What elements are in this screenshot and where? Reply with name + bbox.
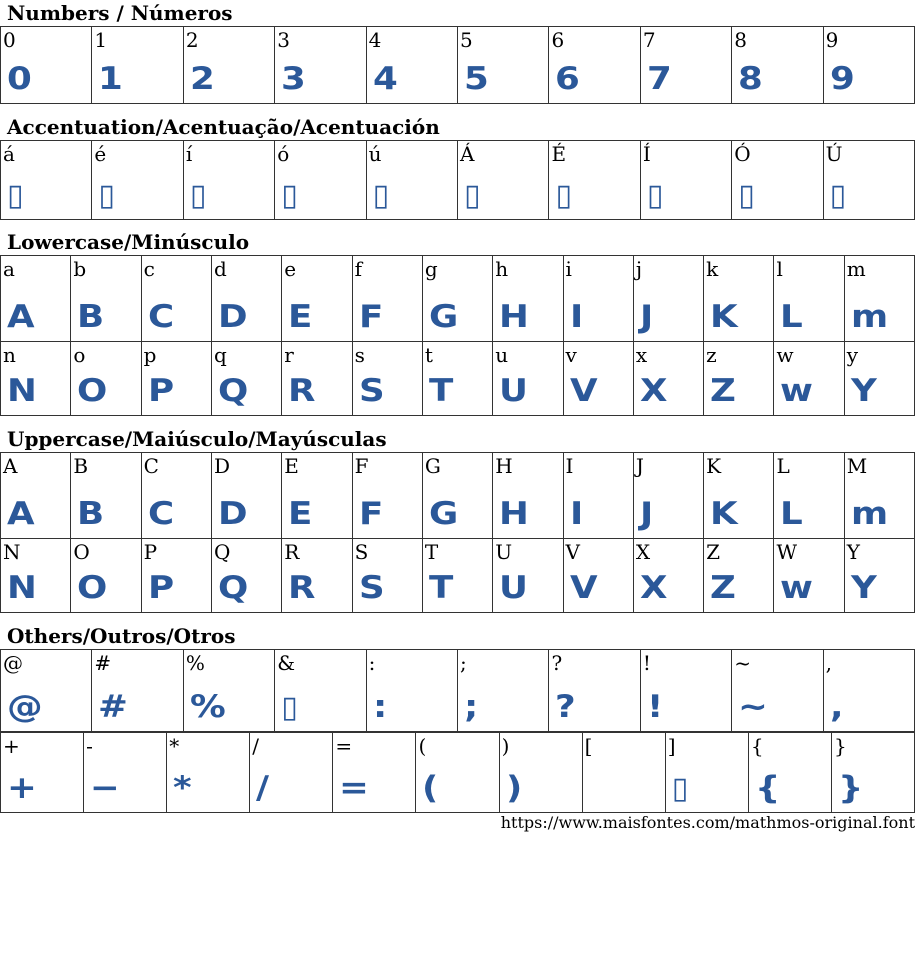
glyph-label: é bbox=[94, 142, 107, 166]
glyph-label: A bbox=[3, 454, 18, 478]
missing-glyph-box: ▯ bbox=[464, 178, 480, 213]
section-title-lowercase: Lowercase/Minúsculo bbox=[7, 230, 250, 254]
glyph-label: 1 bbox=[94, 28, 108, 52]
glyph-cell bbox=[211, 538, 282, 613]
glyph-sample: Q bbox=[217, 570, 248, 606]
glyph-cell bbox=[70, 341, 141, 416]
glyph-cell bbox=[823, 26, 915, 104]
glyph-cell bbox=[499, 732, 583, 813]
glyph-label: ( bbox=[418, 734, 427, 758]
glyph-sample: S bbox=[358, 373, 384, 409]
glyph-sample: J bbox=[639, 496, 652, 532]
glyph-sample: T bbox=[428, 373, 453, 409]
glyph-cell bbox=[366, 140, 458, 220]
glyph-cell bbox=[91, 26, 183, 104]
glyph-cell bbox=[844, 538, 915, 613]
glyph-cell bbox=[211, 341, 282, 416]
glyph-cell bbox=[166, 732, 250, 813]
glyph-cell bbox=[457, 140, 549, 220]
glyph-cell bbox=[70, 538, 141, 613]
glyph-cell bbox=[703, 341, 774, 416]
glyph-cell bbox=[633, 452, 704, 539]
glyph-cell bbox=[731, 140, 823, 220]
glyph-sample: D bbox=[217, 496, 247, 532]
glyph-label: S bbox=[354, 540, 369, 564]
glyph-sample: @ bbox=[7, 689, 42, 725]
glyph-label: i bbox=[565, 257, 572, 281]
glyph-label: @ bbox=[3, 651, 23, 675]
glyph-cell bbox=[703, 255, 774, 342]
glyph-cell bbox=[582, 732, 666, 813]
glyph-sample: S bbox=[358, 570, 384, 606]
glyph-cell bbox=[83, 732, 167, 813]
glyph-label: I bbox=[565, 454, 574, 478]
glyph-row-lowercase-1 bbox=[0, 255, 915, 342]
glyph-label: C bbox=[143, 454, 159, 478]
glyph-cell bbox=[211, 255, 282, 342]
glyph-label: h bbox=[495, 257, 509, 281]
glyph-sample: R bbox=[288, 570, 315, 606]
glyph-label: M bbox=[846, 454, 868, 478]
missing-glyph-box: ▯ bbox=[671, 771, 688, 806]
glyph-label: w bbox=[776, 343, 794, 367]
glyph-label: r bbox=[284, 343, 294, 367]
glyph-label: ? bbox=[551, 651, 563, 675]
glyph-sample: E bbox=[288, 496, 312, 532]
glyph-sample: 8 bbox=[738, 61, 762, 97]
glyph-label: R bbox=[284, 540, 300, 564]
glyph-cell bbox=[0, 26, 92, 104]
glyph-sample: U bbox=[499, 373, 528, 409]
missing-glyph-box: ▯ bbox=[829, 178, 846, 213]
missing-glyph-box: ▯ bbox=[189, 178, 206, 213]
glyph-label: V bbox=[565, 540, 580, 564]
glyph-label: X bbox=[635, 540, 651, 564]
glyph-cell bbox=[366, 649, 458, 732]
glyph-cell bbox=[249, 732, 333, 813]
glyph-sample: / bbox=[256, 770, 269, 806]
glyph-label: ! bbox=[642, 651, 651, 675]
glyph-sample: 2 bbox=[189, 61, 214, 97]
glyph-sample: O bbox=[77, 570, 107, 606]
glyph-label: = bbox=[335, 734, 353, 758]
glyph-label: ú bbox=[368, 142, 382, 166]
glyph-sample: R bbox=[288, 373, 315, 409]
glyph-sample: L bbox=[780, 496, 803, 532]
glyph-label: * bbox=[169, 734, 180, 758]
glyph-sample: F bbox=[358, 496, 382, 532]
glyph-label: É bbox=[551, 142, 567, 166]
glyph-cell bbox=[748, 732, 832, 813]
section-title-uppercase: Uppercase/Maiúsculo/Mayúsculas bbox=[7, 427, 387, 451]
glyph-cell bbox=[281, 538, 352, 613]
glyph-cell bbox=[492, 538, 563, 613]
glyph-cell bbox=[563, 341, 634, 416]
glyph-sample: ! bbox=[646, 689, 662, 725]
glyph-label: 3 bbox=[277, 28, 290, 52]
glyph-sample: w bbox=[780, 570, 813, 606]
glyph-sample: X bbox=[639, 570, 667, 606]
glyph-cell bbox=[640, 26, 732, 104]
glyph-label: K bbox=[706, 454, 722, 478]
glyph-sample: J bbox=[639, 299, 652, 335]
glyph-label: y bbox=[846, 343, 859, 367]
glyph-label: v bbox=[565, 343, 577, 367]
missing-glyph-box: ▯ bbox=[281, 690, 297, 725]
glyph-cell bbox=[457, 649, 549, 732]
glyph-sample: 6 bbox=[555, 61, 580, 97]
glyph-label: f bbox=[354, 257, 362, 281]
glyph-label: B bbox=[73, 454, 89, 478]
glyph-sample: # bbox=[98, 689, 128, 725]
glyph-cell bbox=[183, 649, 275, 732]
glyph-cell bbox=[844, 341, 915, 416]
glyph-label: d bbox=[213, 257, 227, 281]
glyph-cell bbox=[352, 255, 423, 342]
glyph-cell bbox=[844, 255, 915, 342]
glyph-label: l bbox=[776, 257, 783, 281]
glyph-cell bbox=[773, 452, 844, 539]
glyph-cell bbox=[773, 538, 844, 613]
glyph-label: á bbox=[3, 142, 15, 166]
glyph-cell bbox=[352, 538, 423, 613]
glyph-sample: % bbox=[189, 689, 225, 725]
glyph-sample: } bbox=[837, 770, 863, 806]
glyph-label: x bbox=[635, 343, 648, 367]
glyph-cell bbox=[141, 255, 212, 342]
glyph-sample: Y bbox=[850, 373, 876, 409]
glyph-sample: , bbox=[829, 689, 843, 725]
glyph-cell bbox=[70, 452, 141, 539]
glyph-label: % bbox=[185, 651, 205, 675]
glyph-label: W bbox=[776, 540, 797, 564]
glyph-label: D bbox=[213, 454, 230, 478]
glyph-label: E bbox=[284, 454, 299, 478]
glyph-label: c bbox=[143, 257, 155, 281]
glyph-label: 6 bbox=[551, 28, 565, 52]
glyph-label: U bbox=[495, 540, 513, 564]
glyph-sample: Q bbox=[217, 373, 248, 409]
glyph-sample: C bbox=[147, 299, 173, 335]
glyph-cell bbox=[422, 255, 493, 342]
glyph-cell bbox=[665, 732, 749, 813]
glyph-label: 0 bbox=[3, 28, 16, 52]
glyph-cell bbox=[0, 255, 71, 342]
glyph-cell bbox=[281, 341, 352, 416]
glyph-label: p bbox=[143, 343, 157, 367]
section-title-accentuation: Accentuation/Acentuação/Acentuación bbox=[7, 115, 440, 139]
glyph-label: ) bbox=[501, 734, 510, 758]
glyph-label: F bbox=[354, 454, 369, 478]
glyph-sample: ( bbox=[422, 770, 438, 806]
glyph-row-uppercase-2 bbox=[0, 538, 915, 613]
glyph-cell bbox=[731, 649, 823, 732]
glyph-cell bbox=[548, 649, 640, 732]
glyph-label: L bbox=[776, 454, 790, 478]
glyph-label: 7 bbox=[642, 28, 656, 52]
glyph-cell bbox=[183, 26, 275, 104]
glyph-label: J bbox=[635, 454, 644, 478]
glyph-sample: m bbox=[850, 496, 887, 532]
glyph-sample: 7 bbox=[646, 61, 671, 97]
glyph-cell bbox=[492, 341, 563, 416]
glyph-label: / bbox=[252, 734, 260, 758]
glyph-label: ] bbox=[667, 734, 676, 758]
glyph-label: 2 bbox=[185, 28, 199, 52]
glyph-label: k bbox=[706, 257, 719, 281]
glyph-cell bbox=[0, 140, 92, 220]
glyph-sample: − bbox=[90, 770, 119, 806]
glyph-label: u bbox=[495, 343, 509, 367]
glyph-label: e bbox=[284, 257, 297, 281]
glyph-sample: V bbox=[569, 570, 596, 606]
glyph-sample: E bbox=[288, 299, 312, 335]
glyph-cell bbox=[633, 255, 704, 342]
glyph-sample: K bbox=[710, 496, 737, 532]
glyph-row-lowercase-2 bbox=[0, 341, 915, 416]
glyph-cell bbox=[281, 452, 352, 539]
glyph-sample: A bbox=[7, 299, 34, 335]
glyph-cell bbox=[773, 341, 844, 416]
glyph-label: z bbox=[706, 343, 717, 367]
glyph-sample: B bbox=[77, 496, 104, 532]
glyph-cell bbox=[0, 341, 71, 416]
glyph-cell bbox=[563, 538, 634, 613]
glyph-cell bbox=[422, 341, 493, 416]
glyph-sample: I bbox=[569, 496, 582, 532]
glyph-label: Y bbox=[846, 540, 860, 564]
glyph-cell bbox=[0, 649, 92, 732]
glyph-sample: I bbox=[569, 299, 582, 335]
glyph-sample: ; bbox=[464, 689, 478, 725]
glyph-sample: 5 bbox=[464, 61, 488, 97]
glyph-label: o bbox=[73, 343, 86, 367]
credit-url: https://www.maisfontes.com/mathmos-original.font bbox=[500, 813, 915, 832]
glyph-sample: = bbox=[339, 770, 369, 806]
section-title-others: Others/Outros/Otros bbox=[7, 624, 236, 648]
glyph-cell bbox=[332, 732, 416, 813]
glyph-cell bbox=[183, 140, 275, 220]
glyph-sample: V bbox=[569, 373, 596, 409]
glyph-label: # bbox=[94, 651, 112, 675]
glyph-label: 5 bbox=[460, 28, 473, 52]
glyph-label: H bbox=[495, 454, 513, 478]
glyph-label: P bbox=[143, 540, 158, 564]
glyph-cell bbox=[0, 452, 71, 539]
missing-glyph-box: ▯ bbox=[98, 178, 114, 213]
glyph-label: ó bbox=[277, 142, 290, 166]
glyph-sample: C bbox=[147, 496, 173, 532]
glyph-sample: : bbox=[372, 689, 386, 725]
glyph-label: + bbox=[3, 734, 20, 758]
glyph-label: T bbox=[424, 540, 439, 564]
glyph-label: m bbox=[846, 257, 866, 281]
glyph-label: N bbox=[3, 540, 21, 564]
glyph-label: Ú bbox=[825, 142, 843, 166]
glyph-label: Í bbox=[642, 142, 651, 166]
glyph-cell bbox=[844, 452, 915, 539]
glyph-cell bbox=[640, 140, 732, 220]
glyph-label: 9 bbox=[825, 28, 839, 52]
glyph-row-others-1 bbox=[0, 649, 915, 732]
glyph-cell bbox=[281, 255, 352, 342]
glyph-label: Ó bbox=[734, 142, 751, 166]
glyph-sample: Z bbox=[710, 570, 735, 606]
glyph-label: q bbox=[213, 343, 227, 367]
glyph-cell bbox=[548, 26, 640, 104]
glyph-cell bbox=[492, 452, 563, 539]
glyph-cell bbox=[703, 538, 774, 613]
glyph-sample: { bbox=[754, 770, 780, 806]
glyph-label: - bbox=[86, 734, 93, 758]
glyph-cell bbox=[563, 255, 634, 342]
missing-glyph-box: ▯ bbox=[372, 178, 389, 213]
glyph-cell bbox=[831, 732, 915, 813]
glyph-cell bbox=[457, 26, 549, 104]
glyph-cell bbox=[633, 341, 704, 416]
glyph-cell bbox=[415, 732, 499, 813]
glyph-row-numbers bbox=[0, 26, 915, 104]
glyph-sample: + bbox=[7, 770, 36, 806]
glyph-cell bbox=[141, 341, 212, 416]
missing-glyph-box: ▯ bbox=[555, 178, 571, 213]
glyph-label: { bbox=[750, 734, 764, 758]
glyph-cell bbox=[0, 538, 71, 613]
glyph-cell bbox=[211, 452, 282, 539]
glyph-cell bbox=[91, 140, 183, 220]
glyph-sample: B bbox=[77, 299, 104, 335]
glyph-sample: H bbox=[499, 299, 528, 335]
glyph-label: t bbox=[424, 343, 433, 367]
glyph-cell bbox=[0, 732, 84, 813]
glyph-sample: N bbox=[7, 570, 36, 606]
glyph-sample: P bbox=[147, 373, 173, 409]
section-title-numbers: Numbers / Números bbox=[7, 1, 233, 25]
glyph-label: [ bbox=[584, 734, 593, 758]
glyph-cell bbox=[352, 341, 423, 416]
glyph-label: , bbox=[825, 651, 833, 675]
glyph-sample: Y bbox=[850, 570, 876, 606]
glyph-label: g bbox=[424, 257, 438, 281]
glyph-sample: 3 bbox=[281, 61, 305, 97]
glyph-row-uppercase-1 bbox=[0, 452, 915, 539]
glyph-label: Q bbox=[213, 540, 231, 564]
glyph-sample: ) bbox=[505, 770, 521, 806]
glyph-sample: T bbox=[428, 570, 453, 606]
glyph-cell bbox=[422, 452, 493, 539]
glyph-sample: 1 bbox=[98, 61, 123, 97]
glyph-cell bbox=[274, 140, 366, 220]
glyph-label: O bbox=[73, 540, 90, 564]
glyph-row-others-2 bbox=[0, 732, 915, 813]
glyph-sample: O bbox=[77, 373, 107, 409]
glyph-sample: Z bbox=[710, 373, 735, 409]
glyph-cell bbox=[141, 538, 212, 613]
glyph-label: Z bbox=[706, 540, 721, 564]
glyph-sample: A bbox=[7, 496, 34, 532]
glyph-sample: G bbox=[428, 299, 457, 335]
missing-glyph-box: ▯ bbox=[7, 178, 23, 213]
glyph-cell bbox=[492, 255, 563, 342]
glyph-sample: ~ bbox=[738, 689, 767, 725]
glyph-label: j bbox=[635, 257, 643, 281]
glyph-label: 8 bbox=[734, 28, 747, 52]
glyph-cell bbox=[640, 649, 732, 732]
glyph-label: ; bbox=[460, 651, 467, 675]
glyph-sample: U bbox=[499, 570, 528, 606]
glyph-sample: 9 bbox=[829, 61, 854, 97]
glyph-label: } bbox=[833, 734, 847, 758]
glyph-sample: 0 bbox=[7, 61, 31, 97]
glyph-label: í bbox=[185, 142, 193, 166]
glyph-sample: H bbox=[499, 496, 528, 532]
glyph-cell bbox=[823, 649, 915, 732]
glyph-sample: * bbox=[173, 770, 191, 806]
glyph-sample: X bbox=[639, 373, 667, 409]
glyph-label: Á bbox=[460, 142, 475, 166]
glyph-sample: P bbox=[147, 570, 173, 606]
glyph-row-accentuation bbox=[0, 140, 915, 220]
missing-glyph-box: ▯ bbox=[646, 178, 663, 213]
glyph-cell bbox=[422, 538, 493, 613]
glyph-label: b bbox=[73, 257, 87, 281]
glyph-label: s bbox=[354, 343, 365, 367]
glyph-sample: G bbox=[428, 496, 457, 532]
glyph-sample: ? bbox=[555, 689, 575, 725]
glyph-label: 4 bbox=[368, 28, 382, 52]
glyph-sample: m bbox=[850, 299, 887, 335]
glyph-label: ~ bbox=[734, 651, 752, 675]
glyph-cell bbox=[548, 140, 640, 220]
glyph-sample: K bbox=[710, 299, 737, 335]
glyph-cell bbox=[274, 26, 366, 104]
glyph-cell bbox=[703, 452, 774, 539]
glyph-cell bbox=[352, 452, 423, 539]
glyph-sample: w bbox=[780, 373, 813, 409]
glyph-sample: F bbox=[358, 299, 382, 335]
glyph-sample: L bbox=[780, 299, 803, 335]
glyph-cell bbox=[773, 255, 844, 342]
glyph-cell bbox=[91, 649, 183, 732]
glyph-label: G bbox=[424, 454, 441, 478]
glyph-cell bbox=[823, 140, 915, 220]
glyph-cell bbox=[141, 452, 212, 539]
missing-glyph-box: ▯ bbox=[281, 178, 297, 213]
glyph-sample: D bbox=[217, 299, 247, 335]
glyph-cell bbox=[731, 26, 823, 104]
glyph-label: & bbox=[277, 651, 296, 675]
glyph-label: a bbox=[3, 257, 15, 281]
glyph-sample: N bbox=[7, 373, 36, 409]
glyph-label: n bbox=[3, 343, 16, 367]
glyph-sample: 4 bbox=[372, 61, 397, 97]
glyph-cell bbox=[274, 649, 366, 732]
glyph-cell bbox=[366, 26, 458, 104]
missing-glyph-box: ▯ bbox=[738, 178, 754, 213]
glyph-cell bbox=[633, 538, 704, 613]
glyph-cell bbox=[563, 452, 634, 539]
glyph-cell bbox=[70, 255, 141, 342]
glyph-label: : bbox=[368, 651, 376, 675]
